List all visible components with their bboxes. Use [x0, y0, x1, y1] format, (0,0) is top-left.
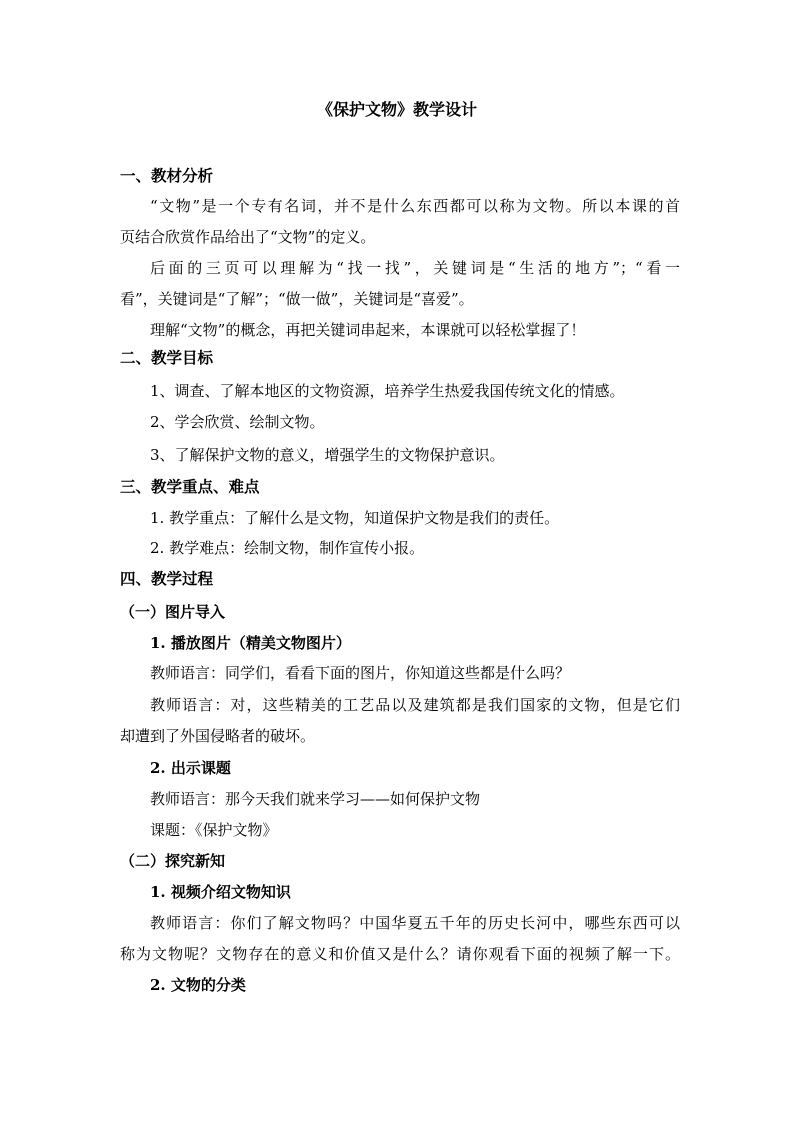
paragraph-line: 却遭到了外国侵略者的破坏。 — [120, 727, 316, 745]
paragraph-line: “文物”是一个专有名词，并不是什么东西都可以称为文物。所以本课的首 — [150, 197, 680, 215]
paragraph-line: 理解“文物”的概念，再把关键词串起来，本课就可以轻松掌握了！ — [150, 321, 586, 339]
subsection-heading: （一）图片导入 — [120, 603, 226, 621]
paragraph-line: 教师语言：你们了解文物吗？中国华夏五千年的历史长河中，哪些东西可以 — [150, 914, 680, 932]
list-item: 1、调查、了解本地区的文物资源，培养学生热爱我国传统文化的情感。 — [150, 382, 625, 400]
list-item: 1. 教学重点：了解什么是文物，知道保护文物是我们的责任。 — [150, 509, 560, 527]
section-heading-key-points: 三、教学重点、难点 — [120, 477, 260, 496]
paragraph-line: 页结合欣赏作品给出了“文物”的定义。 — [120, 228, 376, 246]
step-heading: 2. 文物的分类 — [150, 976, 246, 994]
section-heading-objectives: 二、教学目标 — [120, 348, 214, 367]
document-title: 《保护文物》教学设计 — [316, 100, 477, 119]
paragraph-line: 教师语言：同学们，看看下面的图片，你知道这些都是什么吗？ — [150, 664, 571, 682]
step-heading: 1. 视频介绍文物知识 — [150, 883, 291, 901]
list-item: 2、学会欣赏、绘制文物。 — [150, 413, 325, 431]
list-item: 2. 教学难点：绘制文物，制作宣传小报。 — [150, 539, 425, 557]
section-heading-process: 四、教学过程 — [120, 569, 214, 588]
section-heading-materials: 一、教材分析 — [120, 166, 214, 185]
step-heading: 1. 播放图片（精美文物图片） — [150, 634, 351, 652]
paragraph-line: 教师语言：那今天我们就来学习——如何保护文物 — [150, 790, 481, 808]
subsection-heading: （二）探究新知 — [120, 852, 226, 870]
paragraph-line: 教师语言：对，这些精美的工艺品以及建筑都是我们国家的文物，但是它们 — [150, 696, 680, 714]
paragraph-line: 看”，关键词是“了解”；“做一做”，关键词是“喜爱”。 — [120, 290, 474, 308]
paragraph-line: 称为文物呢？文物存在的意义和价值又是什么？请你观看下面的视频了解一下。 — [120, 945, 680, 963]
paragraph-line: 课题：《保护文物》 — [150, 821, 278, 839]
list-item: 3、了解保护文物的意义，增强学生的文物保护意识。 — [150, 446, 505, 464]
paragraph-line: 后面的三页可以理解为“找一找”，关键词是“生活的地方”；“看一 — [150, 259, 680, 277]
step-heading: 2. 出示课题 — [150, 759, 231, 777]
